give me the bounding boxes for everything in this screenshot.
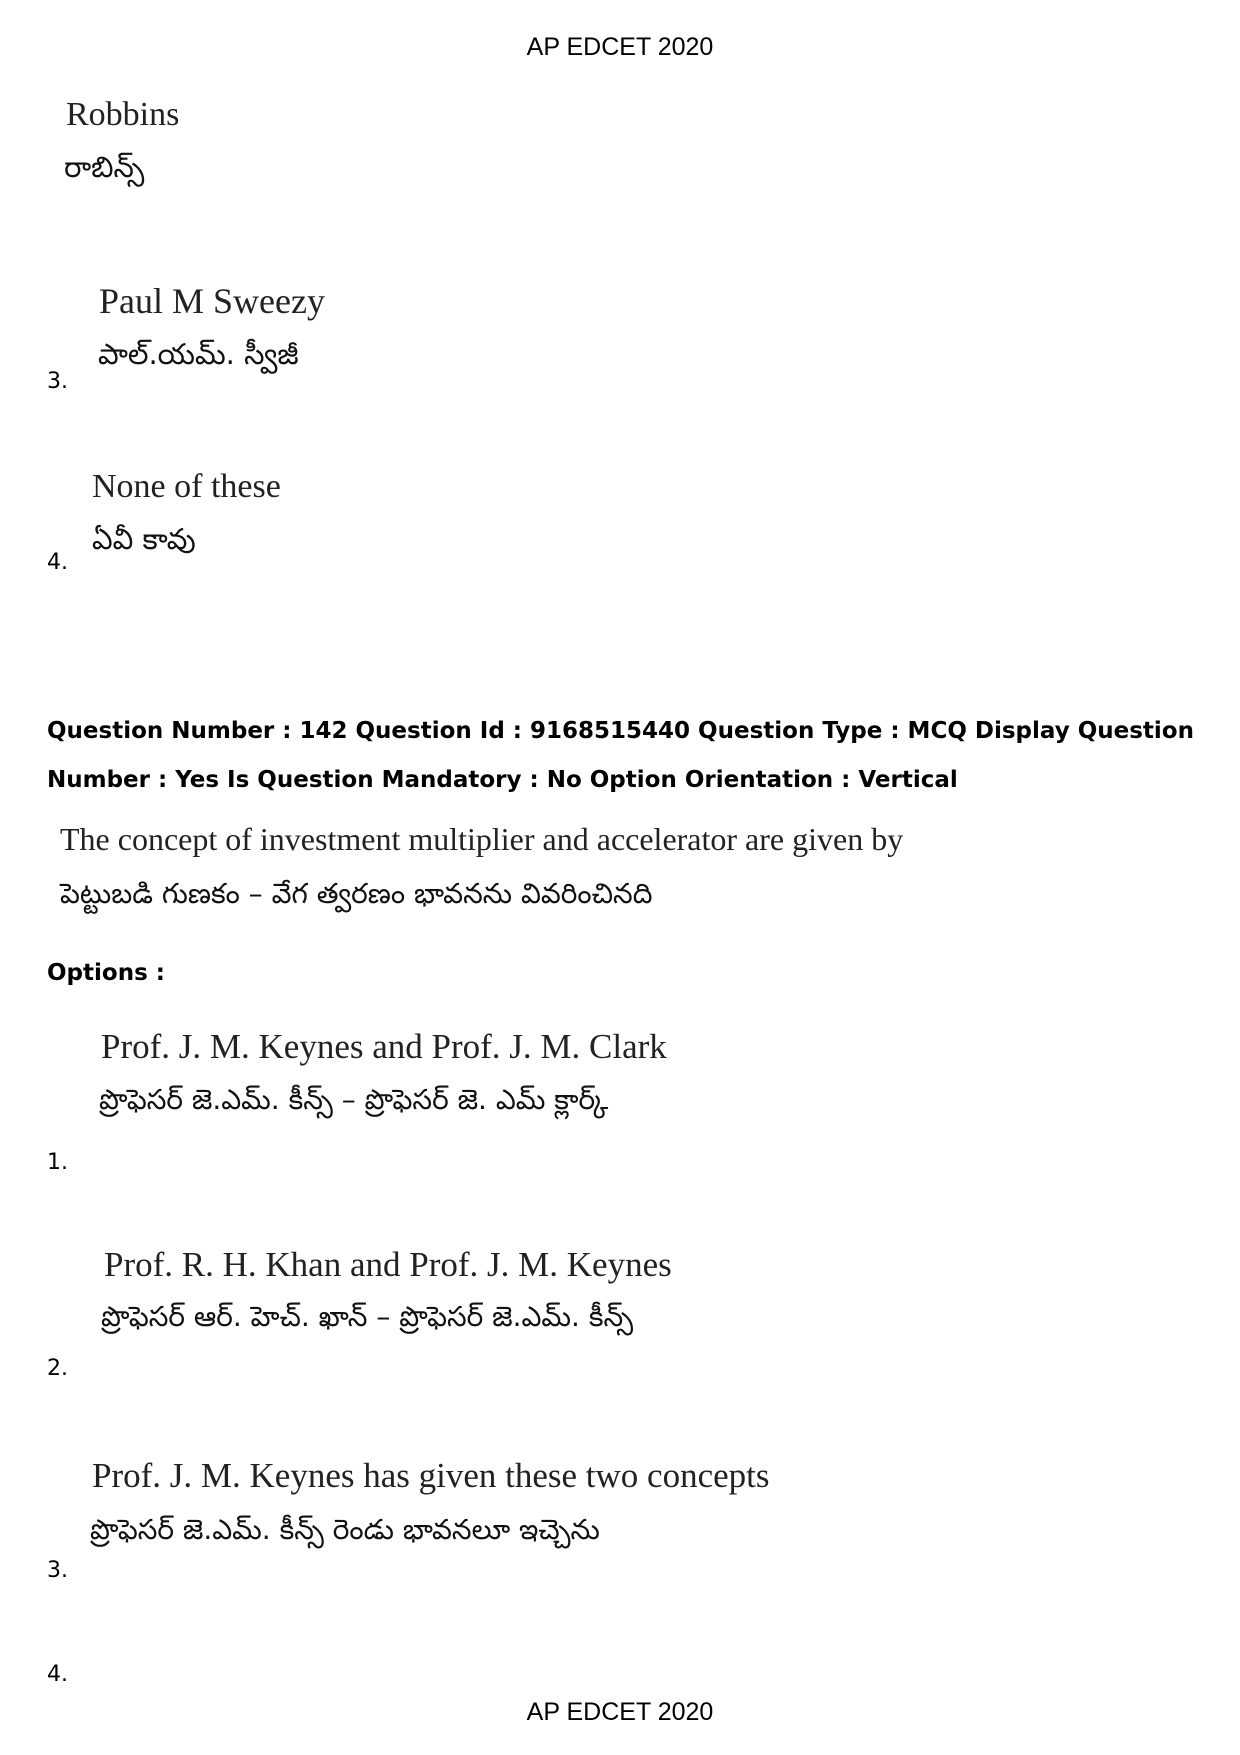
prev-option-3-english: Paul M Sweezy bbox=[99, 281, 325, 321]
option-3-english: Prof. J. M. Keynes has given these two concepts bbox=[92, 1456, 770, 1495]
prev-option-2-telugu: రాబిన్స్ bbox=[64, 150, 145, 184]
page-header: AP EDCET 2020 bbox=[526, 33, 714, 61]
option-2-english: Prof. R. H. Khan and Prof. J. M. Keynes bbox=[104, 1245, 672, 1284]
options-label: Options : bbox=[47, 960, 165, 986]
prev-option-3-telugu: పాల్.యమ్. స్వీజీ bbox=[98, 337, 299, 371]
option-1-english: Prof. J. M. Keynes and Prof. J. M. Clark bbox=[101, 1027, 667, 1066]
question-text-english: The concept of investment multiplier and accelerator are given by bbox=[60, 821, 904, 857]
page-footer: AP EDCET 2020 bbox=[526, 1698, 714, 1726]
option-3-telugu: ప్రొఫెసర్ జె.ఎమ్. కీన్స్ రెండు భావనలూ ఇచ్చెను bbox=[90, 1513, 600, 1546]
option-2-number: 2. bbox=[47, 1356, 68, 1381]
option-3-number: 3. bbox=[47, 1558, 68, 1583]
option-1-number: 1. bbox=[47, 1150, 68, 1175]
option-4-number: 4. bbox=[47, 1662, 68, 1687]
question-text-telugu: పెట్టుబడి గుణకం – వేగ త్వరణం భావనను వివరించినది bbox=[60, 877, 653, 910]
option-1-telugu: ప్రొఫెసర్ జె.ఎమ్. కీన్స్ – ప్రొఫెసర్ జె. ఎమ్ క్లార్క్ bbox=[99, 1083, 609, 1116]
prev-option-4-number: 4. bbox=[47, 550, 68, 575]
option-2-telugu: ప్రొఫెసర్ ఆర్. హెచ్. ఖాన్ – ప్రొఫెసర్ జె.ఎమ్. కీన్స్ bbox=[101, 1300, 634, 1333]
prev-option-2-english: Robbins bbox=[66, 96, 180, 133]
prev-option-3-number: 3. bbox=[47, 369, 68, 394]
prev-option-4-english: None of these bbox=[92, 468, 281, 505]
question-meta: Question Number : 142 Question Id : 9168515440 Question Type : MCQ Display Question Number : Yes Is Question Mandatory : No Option Orientation : Vertical bbox=[47, 718, 1194, 793]
prev-option-4-telugu: ఏవీ కావు bbox=[92, 522, 196, 556]
